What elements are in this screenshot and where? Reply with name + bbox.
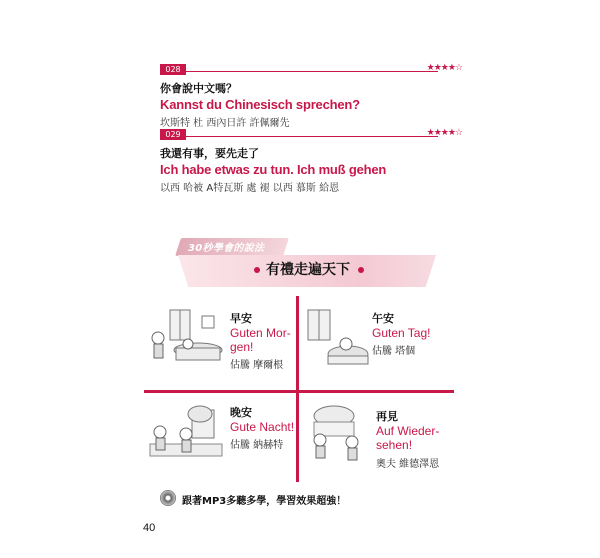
entry-rule [186, 136, 438, 137]
entry-header [160, 129, 460, 141]
entry-header [160, 64, 460, 76]
entry-number: 028 [160, 64, 186, 75]
german-phrase: Ich habe etwas zu tun. Ich muß gehen [160, 162, 387, 177]
entry-number: 029 [160, 129, 186, 140]
greeting-german-goodbye-line2: sehen! [376, 438, 413, 452]
banner-dot-right [358, 267, 364, 273]
grid-divider-vertical [296, 296, 299, 482]
greeting-german-evening-line1: Gute Nacht! [230, 420, 295, 434]
evening-illustration [146, 404, 226, 466]
morning-illustration [146, 306, 226, 368]
greeting-chinese-evening: 晚安 [230, 406, 252, 419]
german-phrase: Kannst du Chinesisch sprechen? [160, 97, 360, 112]
page-number: 40 [143, 522, 156, 534]
greeting-german-morning-line2: gen! [230, 340, 254, 354]
greeting-german-afternoon-line1: Guten Tag! [372, 326, 431, 340]
greeting-pronunciation-afternoon: 估騰 塔個 [372, 346, 416, 357]
banner-title: 有禮走遍天下 [266, 262, 350, 278]
greeting-pronunciation-morning: 估騰 摩爾根 [230, 360, 284, 371]
greeting-chinese-morning: 早安 [230, 312, 252, 325]
difficulty-stars: ★★★★☆ [426, 128, 462, 138]
phrase-entry-029 [160, 129, 460, 194]
pronunciation-guide: 以西 哈被 A特瓦斯 處 褪 以西 慕斯 給恩 [160, 183, 340, 194]
afternoon-illustration [304, 306, 372, 368]
cd-icon [160, 490, 176, 506]
greeting-pronunciation-goodbye: 奧夫 維德澤恩 [376, 459, 440, 470]
pronunciation-guide: 坎斯特 杜 西內日許 許佩爾先 [160, 118, 290, 129]
banner-tab-text: 30秒學會的說法 [188, 243, 265, 254]
phrase-entry-028 [160, 64, 460, 129]
entry-rule [186, 71, 438, 72]
footer-tip: 跟著MP3多聽多學，學習效果超強！ [182, 496, 347, 507]
greeting-chinese-afternoon: 午安 [372, 312, 394, 325]
greeting-german-morning-line1: Guten Mor- [230, 326, 291, 340]
chinese-phrase: 我還有事，要先走了 [160, 147, 259, 160]
greeting-pronunciation-evening: 估騰 納赫特 [230, 440, 284, 451]
greeting-german-goodbye-line1: Auf Wieder- [376, 424, 440, 438]
difficulty-stars: ★★★★☆ [426, 63, 462, 73]
grid-divider-horizontal [144, 390, 454, 393]
greeting-chinese-goodbye: 再見 [376, 410, 398, 423]
goodbye-illustration [304, 404, 372, 466]
chinese-phrase: 你會說中文嗎？ [160, 82, 237, 95]
